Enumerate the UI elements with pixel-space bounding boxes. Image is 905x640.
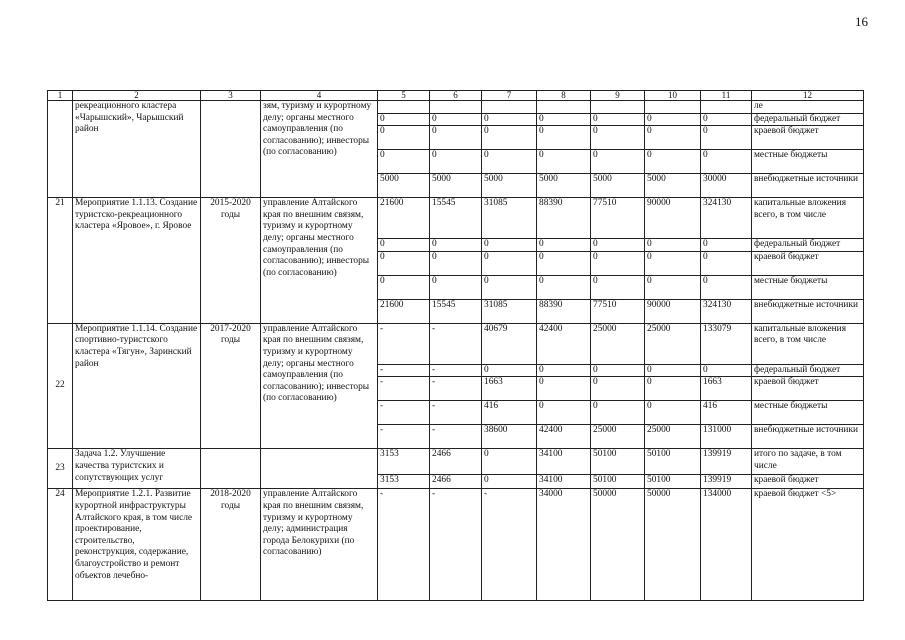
value-cell: 0	[482, 364, 537, 377]
event-name-cell: Задача 1.2. Улучшение качества туристских и сопутствующих услуг	[73, 449, 201, 489]
value-cell: 0	[537, 251, 591, 275]
source-cell: ле	[752, 101, 864, 114]
row-number-cell: 21	[48, 198, 73, 324]
value-cell: 0	[537, 239, 591, 252]
value-cell: -	[430, 364, 482, 377]
value-cell: -	[430, 377, 482, 401]
value-cell: -	[378, 401, 430, 425]
value-cell: 0	[482, 475, 537, 489]
value-cell: 0	[378, 113, 430, 126]
value-cell: 0	[701, 251, 752, 275]
period-cell: 2015-2020 годы	[201, 198, 261, 324]
value-cell: 25000	[591, 323, 645, 364]
event-name-cell: рекреационного кластера «Чарышский», Чарышский район	[73, 101, 201, 198]
column-number-header: 4	[261, 91, 378, 101]
value-cell: 0	[701, 150, 752, 174]
value-cell: 0	[591, 251, 645, 275]
column-number-header: 10	[645, 91, 701, 101]
value-cell: 34000	[537, 489, 591, 601]
value-cell: 50100	[591, 475, 645, 489]
budget-table	[47, 90, 864, 601]
value-cell: 0	[591, 150, 645, 174]
source-cell: федеральный бюджет	[752, 239, 864, 252]
column-number-header: 9	[591, 91, 645, 101]
period-cell: 2017-2020 годы	[201, 323, 261, 449]
value-cell: 0	[701, 126, 752, 150]
value-cell: 0	[482, 113, 537, 126]
source-cell: капитальные вложения всего, в том числе	[752, 198, 864, 239]
period-cell	[201, 449, 261, 489]
executor-cell: управление Алтайского края по внешним связям, туризму и курортному делу; органы местного самоуправления (по согласованию); инвесторы (по согласованию)	[261, 198, 378, 324]
value-cell: 416	[482, 401, 537, 425]
value-cell: 0	[537, 150, 591, 174]
value-cell: 0	[645, 251, 701, 275]
value-cell: 2466	[430, 475, 482, 489]
column-number-header: 8	[537, 91, 591, 101]
value-cell: 21600	[378, 198, 430, 239]
value-cell: 0	[701, 275, 752, 299]
value-cell: 0	[537, 275, 591, 299]
value-cell: 0	[591, 275, 645, 299]
value-cell: 0	[591, 239, 645, 252]
value-cell: -	[430, 425, 482, 449]
value-cell: -	[378, 377, 430, 401]
header-row	[48, 91, 864, 101]
value-cell: 0	[482, 239, 537, 252]
value-cell: 133079	[701, 323, 752, 364]
value-cell: 0	[537, 401, 591, 425]
source-cell: краевой бюджет <5>	[752, 489, 864, 601]
value-cell: 5000	[591, 174, 645, 198]
value-cell: 0	[537, 126, 591, 150]
value-cell: 0	[430, 126, 482, 150]
value-cell	[482, 101, 537, 114]
value-cell: 0	[482, 126, 537, 150]
page-number: 16	[855, 14, 868, 29]
value-cell: 5000	[537, 174, 591, 198]
value-cell: 50100	[645, 449, 701, 475]
column-number-header: 7	[482, 91, 537, 101]
value-cell: 0	[701, 364, 752, 377]
row-number-cell: 22	[48, 323, 73, 449]
event-name-cell: Мероприятие 1.1.14. Создание спортивно-туристского кластера «Тягун», Заринский район	[73, 323, 201, 449]
value-cell: 0	[537, 364, 591, 377]
value-cell: 0	[591, 377, 645, 401]
value-cell: 50100	[591, 449, 645, 475]
column-number-header: 5	[378, 91, 430, 101]
executor-cell: управление Алтайского края по внешним связям, туризму и курортному делу; органы местного самоуправления (по согласованию); инвесторы (по согласованию)	[261, 323, 378, 449]
value-cell: 0	[537, 113, 591, 126]
value-cell: 0	[482, 251, 537, 275]
value-cell: 3153	[378, 449, 430, 475]
value-cell: -	[378, 425, 430, 449]
row-number-cell	[48, 101, 73, 198]
value-cell: 34100	[537, 449, 591, 475]
value-cell	[378, 101, 430, 114]
value-cell: 131000	[701, 425, 752, 449]
value-cell: 0	[591, 401, 645, 425]
source-cell: местные бюджеты	[752, 150, 864, 174]
row-number-cell: 23	[48, 449, 73, 489]
value-cell: 0	[430, 150, 482, 174]
value-cell: 0	[645, 239, 701, 252]
value-cell: 90000	[645, 299, 701, 323]
value-cell: 324130	[701, 299, 752, 323]
value-cell: -	[378, 323, 430, 364]
value-cell: 0	[645, 113, 701, 126]
source-cell: федеральный бюджет	[752, 364, 864, 377]
column-number-header: 11	[701, 91, 752, 101]
value-cell: 77510	[591, 198, 645, 239]
value-cell: 2466	[430, 449, 482, 475]
value-cell: 38600	[482, 425, 537, 449]
value-cell: 34100	[537, 475, 591, 489]
value-cell: 0	[430, 113, 482, 126]
value-cell: 416	[701, 401, 752, 425]
period-cell	[201, 101, 261, 198]
value-cell: -	[378, 489, 430, 601]
source-cell: итого по задаче, в том числе	[752, 449, 864, 475]
value-cell: 15545	[430, 198, 482, 239]
table-row	[48, 489, 864, 601]
value-cell: 5000	[482, 174, 537, 198]
value-cell: 0	[430, 239, 482, 252]
value-cell: 0	[645, 364, 701, 377]
column-number-header: 2	[73, 91, 201, 101]
value-cell: 0	[645, 150, 701, 174]
value-cell: 5000	[645, 174, 701, 198]
value-cell: 139919	[701, 449, 752, 475]
value-cell: 0	[701, 113, 752, 126]
value-cell: 0	[482, 275, 537, 299]
value-cell: 42400	[537, 425, 591, 449]
table-row	[48, 198, 864, 239]
source-cell: краевой бюджет	[752, 126, 864, 150]
value-cell	[591, 101, 645, 114]
value-cell	[645, 101, 701, 114]
column-number-header: 1	[48, 91, 73, 101]
value-cell	[701, 101, 752, 114]
value-cell: 0	[591, 364, 645, 377]
value-cell: 0	[378, 239, 430, 252]
value-cell: 0	[645, 275, 701, 299]
source-cell: краевой бюджет	[752, 475, 864, 489]
value-cell: 0	[378, 150, 430, 174]
value-cell	[430, 101, 482, 114]
value-cell: 31085	[482, 299, 537, 323]
source-cell: внебюджетные источники	[752, 299, 864, 323]
value-cell: 88390	[537, 198, 591, 239]
event-name-cell: Мероприятие 1.1.13. Создание туристско-рекреационного кластера «Яровое», г. Яровое	[73, 198, 201, 324]
column-number-header: 12	[752, 91, 864, 101]
column-number-header: 3	[201, 91, 261, 101]
value-cell: -	[430, 323, 482, 364]
source-cell: внебюджетные источники	[752, 425, 864, 449]
value-cell: 324130	[701, 198, 752, 239]
value-cell: 0	[591, 126, 645, 150]
value-cell: -	[430, 489, 482, 601]
executor-cell: управление Алтайского края по внешним связям, туризму и курортному делу; администрация города Белокурихи (по согласованию)	[261, 489, 378, 601]
value-cell: 31085	[482, 198, 537, 239]
value-cell: 50000	[591, 489, 645, 601]
value-cell	[537, 101, 591, 114]
value-cell: 139919	[701, 475, 752, 489]
value-cell: 25000	[645, 425, 701, 449]
value-cell: 0	[482, 449, 537, 475]
value-cell: 0	[645, 377, 701, 401]
value-cell: 0	[645, 401, 701, 425]
value-cell: 25000	[645, 323, 701, 364]
value-cell: 50000	[645, 489, 701, 601]
source-cell: краевой бюджет	[752, 251, 864, 275]
value-cell: -	[430, 401, 482, 425]
period-cell: 2018-2020 годы	[201, 489, 261, 601]
executor-cell	[261, 449, 378, 489]
source-cell: местные бюджеты	[752, 275, 864, 299]
value-cell: 0	[645, 126, 701, 150]
value-cell: -	[482, 489, 537, 601]
value-cell: 0	[430, 275, 482, 299]
value-cell: 15545	[430, 299, 482, 323]
value-cell: 0	[591, 113, 645, 126]
event-name-cell: Мероприятие 1.2.1. Развитие курортной инфраструктуры Алтайского края, в том числе проектирование, строительство, реконструкция, содержание, благоустройство и ремонт объектов лечебно-	[73, 489, 201, 601]
value-cell: 90000	[645, 198, 701, 239]
value-cell: 21600	[378, 299, 430, 323]
value-cell: -	[378, 364, 430, 377]
value-cell: 40679	[482, 323, 537, 364]
value-cell: 25000	[591, 425, 645, 449]
source-cell: внебюджетные источники	[752, 174, 864, 198]
source-cell: краевой бюджет	[752, 377, 864, 401]
source-cell: федеральный бюджет	[752, 113, 864, 126]
value-cell: 88390	[537, 299, 591, 323]
value-cell: 77510	[591, 299, 645, 323]
source-cell: местные бюджеты	[752, 401, 864, 425]
value-cell: 0	[378, 275, 430, 299]
value-cell: 0	[378, 251, 430, 275]
value-cell: 42400	[537, 323, 591, 364]
value-cell: 0	[701, 239, 752, 252]
value-cell: 5000	[378, 174, 430, 198]
table-row	[48, 101, 864, 114]
executor-cell: зям, туризму и курортному делу; органы местного самоуправления (по согласованию); инвесторы (по согласованию)	[261, 101, 378, 198]
row-number-cell: 24	[48, 489, 73, 601]
value-cell: 50100	[645, 475, 701, 489]
value-cell: 1663	[701, 377, 752, 401]
value-cell: 0	[482, 150, 537, 174]
value-cell: 0	[537, 377, 591, 401]
table-row	[48, 323, 864, 364]
value-cell: 134000	[701, 489, 752, 601]
value-cell: 1663	[482, 377, 537, 401]
table-row	[48, 449, 864, 475]
value-cell: 3153	[378, 475, 430, 489]
value-cell: 5000	[430, 174, 482, 198]
column-number-header: 6	[430, 91, 482, 101]
value-cell: 30000	[701, 174, 752, 198]
value-cell: 0	[430, 251, 482, 275]
source-cell: капитальные вложения всего, в том числе	[752, 323, 864, 364]
value-cell: 0	[378, 126, 430, 150]
